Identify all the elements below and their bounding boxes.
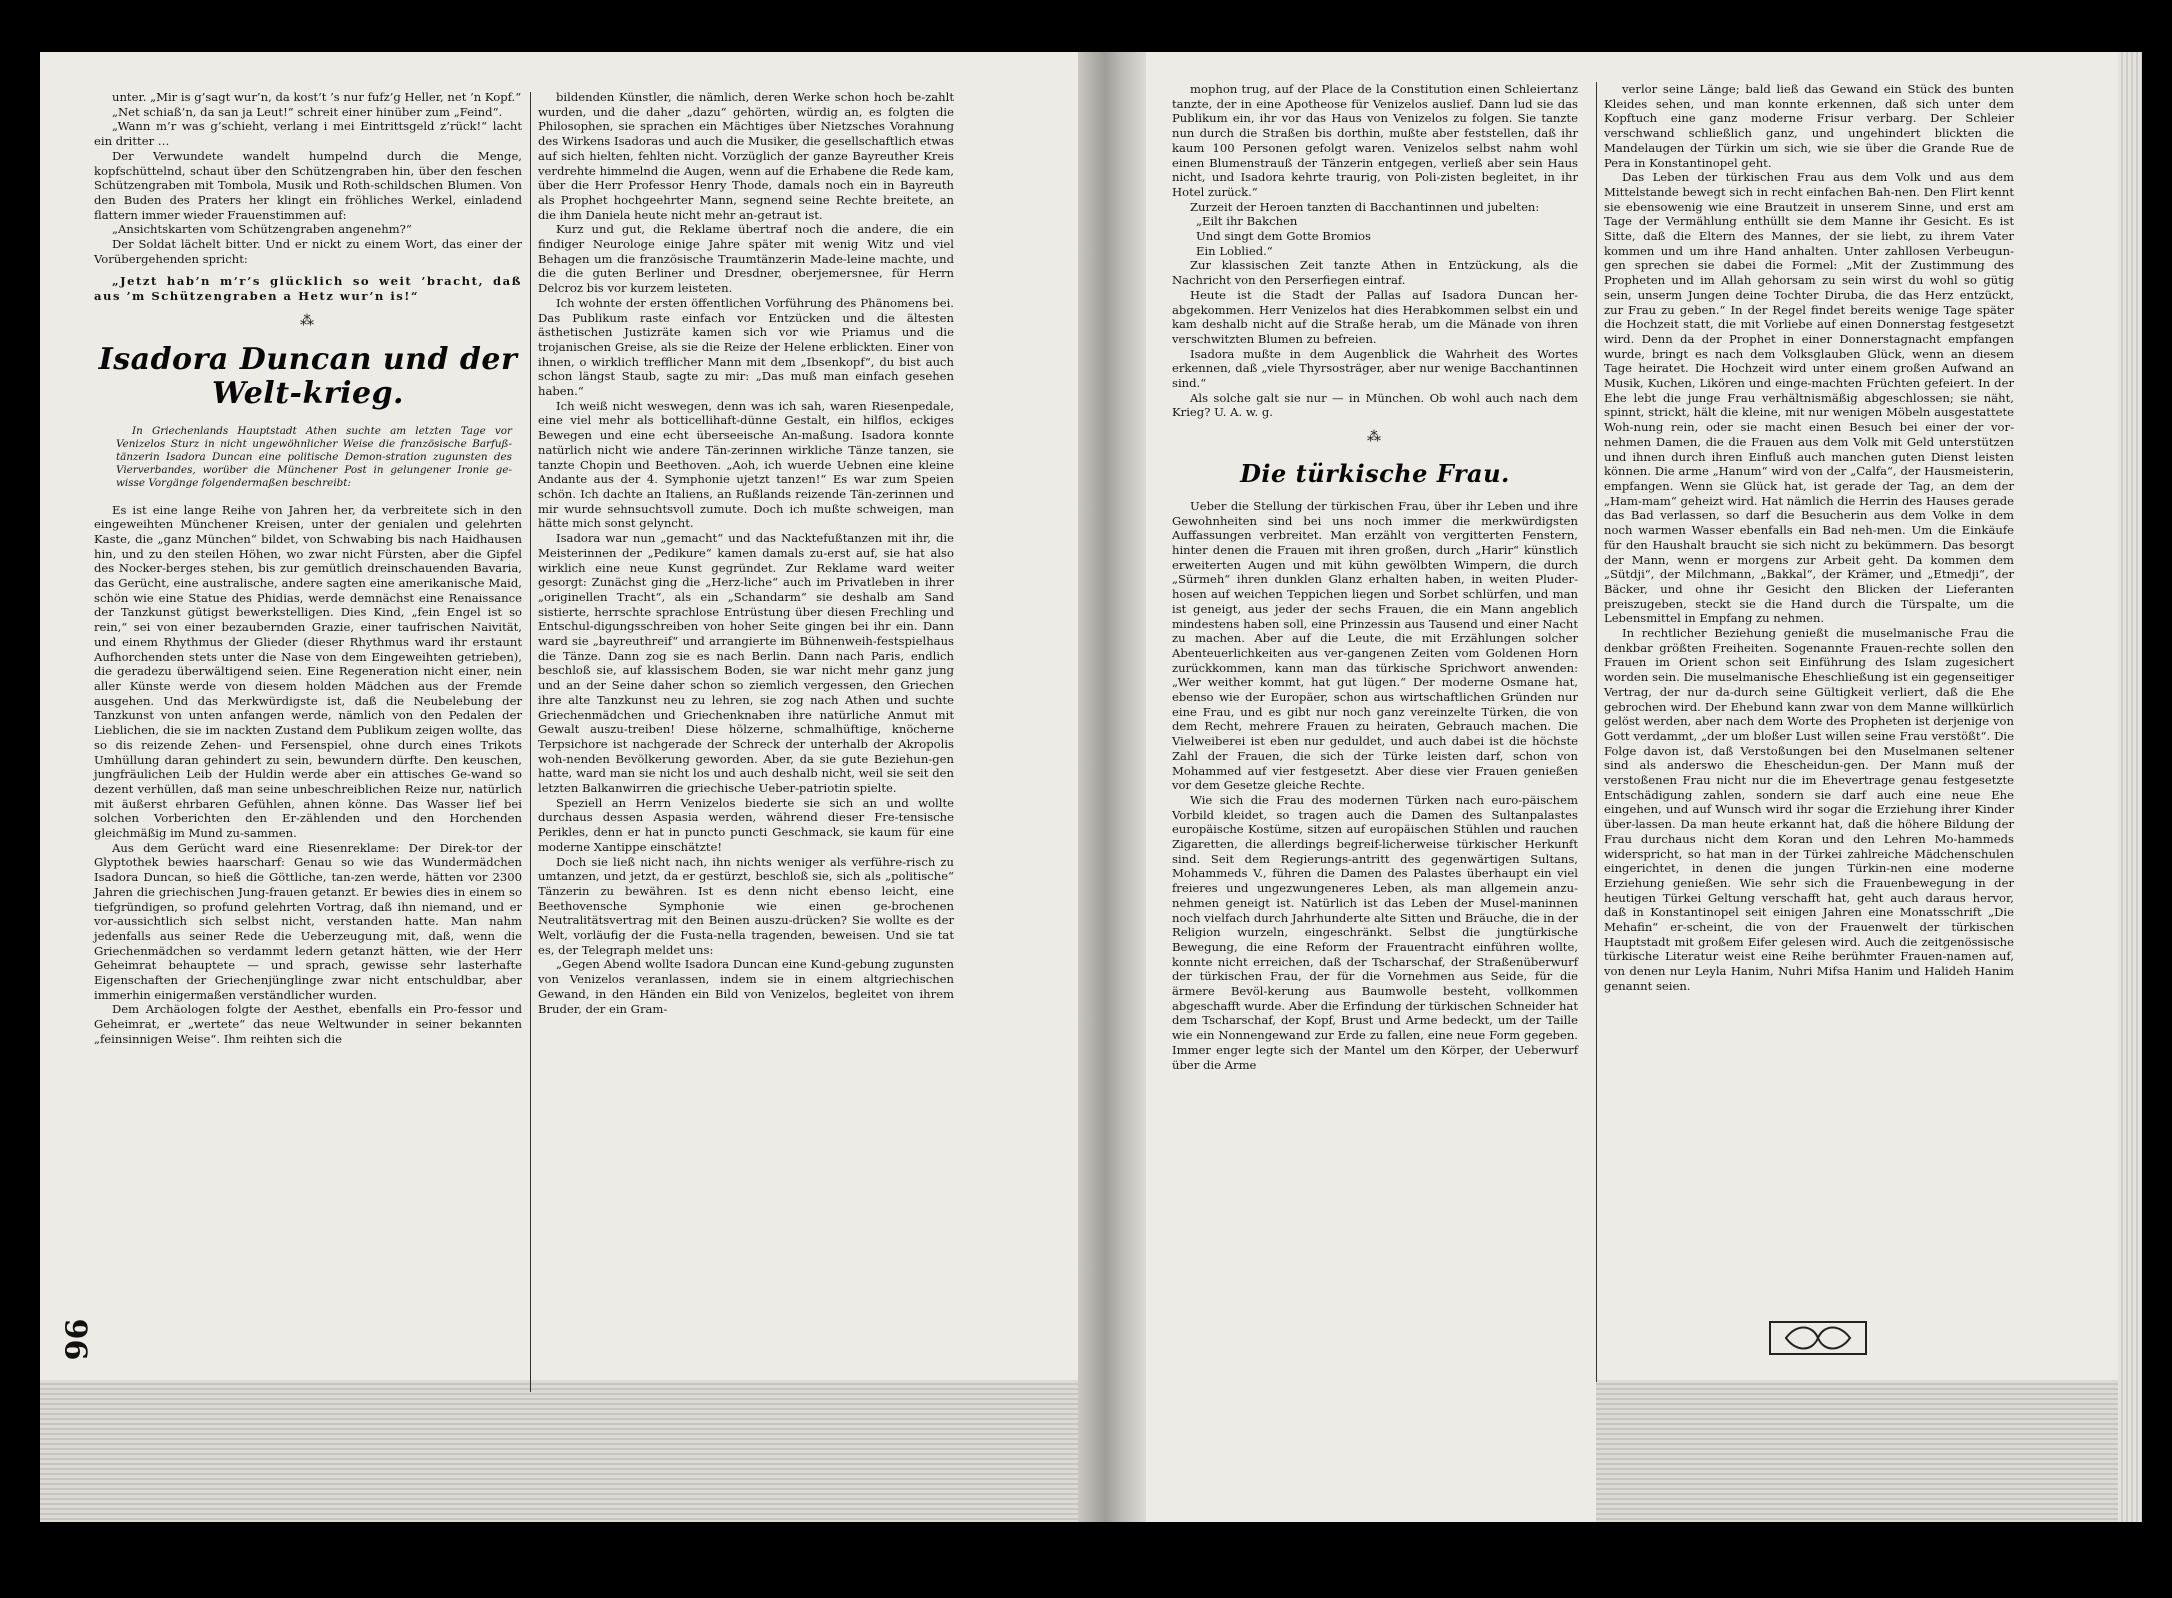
page-edges-right [1596,1380,2142,1522]
column-2 [538,90,954,1016]
paragraph: „Gegen Abend wollte Isadora Duncan eine Kund-gebung zugunsten von Venizelos veranlassen, indem sie in einem altgriechischen Gewand, in den Händen ein Bild von Venizelos, begleitet von ihrem Bruder, der ein Gram- [538,957,954,1016]
paragraph: „Ansichtskarten vom Schützengraben angenehm?“ [112,222,412,237]
paragraph: Dem Archäologen folgte der Aesthet, ebenfalls ein Pro-fessor und Geheimrat, er „wertete“ das neue Weltwunder in seiner bekannten „feinsinnigen Weise“. Ihm reihten sich die [94,1002,522,1046]
paragraph: Speziell an Herrn Venizelos biederte sie sich an und wollte durchaus dessen Aspasia werden, während dieser Fre-tensische Perikles, denn er hat in puncto puncti Geschmack, sie kaum für eine moderne Xantippe einschätzte! [538,795,954,854]
article-duncan-body [94,503,522,1047]
column-1 [94,90,522,1047]
book-gutter [1078,52,1146,1522]
paragraph: Isadora mußte in dem Augenblick die Wahrheit des Wortes erkennen, daß „viele Thyrsosträger, aber nur wenige Bacchantinnen sind.“ [1172,346,1578,391]
headline-tuerkische-frau: Die türkische Frau. [1240,458,1510,488]
article-tuerkische-frau-body [1172,499,1578,1072]
column-rule [530,92,531,1392]
paragraph: Wie sich die Frau des modernen Türken nach euro-päischem Vorbild kleidet, so tragen auch die Damen des Sultanpalastes europäische Kostüme, sitzen auf europäischen Stühlen und rauchen Zigaretten, die allerdings begreif-licherweise türkischer Herkunft sind. Seit dem Regierungs-antritt des gegenwärtigen Sultans, Mohammeds V., führen die Damen des Palastes überhaupt ein viel freieres und ungezwungeneres Leben, als man allgemein anzu-nehmen geneigt ist. Natürlich ist das Leben der Musel-maninnen noch vielfach durch Jahrhunderte alte Sitten und Bräuche, die in der Religion wurzeln, eingeschränkt. Selbst die jungtürkische Bewegung, die eine Reform der Frauentracht einführen wollte, konnte nicht erreichen, daß der Tscharschaf, der Straßenüberwurf der türkischen Frau, der für die Vornehmen aus Seide, für die ärmere Bevöl-kerung aus Baumwolle besteht, vollkommen abgeschafft wurde. Aber die Erfindung der türkischen Schneider hat dem Tscharschaf, der Kopf, Brust und Arme bedeckt, um der Taille wie ein Nonnengewand zur Erde zu fallen, eine neue Form gegeben. Immer enger legte sich der Mantel um den Körper, der Ueberwurf über die Arme [1172,792,1578,1072]
article-duncan-end-2 [1172,258,1578,420]
paragraph: Der Soldat lächelt bitter. Und er nickt zu einem Wort, das einer der Vorübergehenden spricht: [94,237,522,266]
paragraph: Doch sie ließ nicht nach, ihn nichts weniger als verführe-risch zu umtanzen, und jetzt, da er gestürzt, beschloß sie, sich als „politische“ Tänzerin zu bewähren. Ist es denn nicht ebenso leicht, eine Beethovensche Symphonie wie einen ge-brochenen Neutralitätsvertrag mit den Beinen auszu-drücken? Sie wollte es der Welt, vorläufig der die Fusta-nella tragenden, beweisen. Und sie tat es, der Telegraph meldet uns: [538,854,954,957]
paragraph: Ich wohnte der ersten öffentlichen Vorführung des Phänomens bei. Das Publikum raste einfach vor Entzücken und die ältesten ästhetischen Justizräte kamen sich vor wie Priamus und die trojanischen Greise, als sie die Reize der Helene erblickten. Einer von ihnen, o wirklich trefflicher Mann mit dem „Ibsenkopf“, du bist auch schon längst Staub, sagte zu mir: „Das muß man einfach gesehen haben.“ [538,295,954,399]
article-duncan-end [1172,82,1578,214]
paragraph: „Wann m’r was g’schieht, verlang i mei Eintrittsgeld z’rück!“ lacht ein dritter … [94,119,522,149]
paragraph: Das Leben der türkischen Frau aus dem Volk und aus dem Mittelstande bewegt sich in recht einfachen Bah-nen. Den Flirt kennt sie ebensowenig wie eine Brautzeit in unserem Sinne, und erst am Tage der Vermählung enthüllt sie dem Manne ihr Gesicht. Es ist Sitte, daß die Eltern des Mannes, der sie liebt, zu ihrem Vater kommen und um ihre Hand anhalten. Unter zahllosen Verbeugun-gen sprechen sie dabei die Formel: „Mit der Zustimmung des Propheten und im Allah gehorsam zu sein wirst du wohl so gütig sein, unserm Jungen deine Tochter Diruba, die das Herz entzückt, zur Frau zu geben.“ In der Regel findet bereits wenige Tage später die Hochzeit statt, die mit Vorliebe auf einen Donnerstag festgesetzt wird. Denn da der Prophet in einer Donnerstagnacht empfangen wurde, bringt es nach dem Volksglauben Glück, wenn an diesem Tage heiratet. Die Hochzeit wird unter einem großen Aufwand an Musik, Kuchen, Likören und einge-machten Früchten gefeiert. In der Ehe lebt die junge Frau verhältnismäßig abgeschlossen; sie näht, spinnt, strickt, hält die kleine, mit nur wenigen Möbeln ausgestattete Woh-nung rein, oder sie macht einen Besuch bei einer der vor-nehmen Damen, die die Frauen aus dem Volk mit Geld unterstützen und ihnen durch ihren Einfluß auch manchen guten Dienst leisten können. Die arme „Hanum“ wird von der „Calfa“, der Hausmeisterin, empfangen. Wenn sie Glück hat, ist gerade der Tag, an dem der „Ham-mam“ geheizt wird. Hat nämlich die Herrin des Hauses gerade das Bad verlassen, so darf die Besucherin aus dem Volke in dem noch warmen Wasser ebenfalls ein Bad neh-men. Um die Einkäufe für den Haushalt braucht sie sich nicht zu bekümmern. Das besorgt der Mann, wenn er morgens zur Arbeit geht. Da kommen dem „Sütdji“, der Milchmann, „Bakkal“, der Krämer, und „Etmedji“, der Bäcker, und ohne ihr Gesicht den Blicken der Lieferanten preiszugeben, steckt sie die Hand durch die Türspalte, um die Lebensmittel in Empfang zu nehmen. [1604,170,2014,626]
lead-paragraph: In Griechenlands Hauptstadt Athen suchte am letzten Tage vor Venizelos Sturz in nicht ungewöhnlicher Weise die französische Barfuß-tänzerin Isadora Duncan eine politische Demon-stration zugunsten des Vierverbandes, worüber die Münchener Post in gelungener Ironie ge-wisse Vorgänge folgendermaßen beschreibt: [116,424,512,490]
article-schuetzengraben-end [94,90,522,266]
paragraph: Und singt dem Gotte Bromios [1196,229,1371,244]
paragraph: Als solche galt sie nur — in München. Ob wohl auch nach dem Krieg? U. A. w. g. [1172,390,1578,420]
article-tuerkische-frau-continued [1604,82,2014,994]
column-rule-2 [1596,82,1597,1382]
page-edges-left [40,1380,1080,1522]
paragraph: Kurz und gut, die Reklame übertraf noch die andere, die ein findiger Neurologe einige Jahre später mit wenig Witz und viel Behagen um die französische Traumtänzerin Made-leine machte, und die die guten Berliner und Dresdner, oberjemersnee, für Herrn Delcroz bis vor kurzem leisteten. [538,222,954,296]
end-ornament [1768,1320,1868,1356]
paragraph: bildenden Künstler, die nämlich, deren Werke schon hoch be-zahlt wurden, und die daher „dazu“ gehörten, würdig an, es folgten die Philosophen, sie sprachen ein Mächtiges über Nietzsches Vorahnung des Wirkens Isadoras und auch die Musiker, die gesellschaftlich etwas auf sich hielten, fehlten nicht. Vorzüglich der ganze Bayreuther Kreis verdrehte himmelnd die Augen, wenn auf die Erhabene die Rede kam, über die Herr Professor Henry Thode, damals noch ein in Bayreuth als Prophet hochgeehrter Mann, segnend seine Rechte breitete, an die ihm Daniela heute nicht mehr an-getraut ist. [538,90,954,222]
column-4 [1604,82,2014,994]
paragraph: Ein Loblied.“ [1196,243,1273,258]
paragraph: In rechtlicher Beziehung genießt die muselmanische Frau die denkbar größten Freiheiten. Sogenannte Frauen-rechte sollen den Frauen im Orient schon seit Einführung des Islam zugesichert worden sein. Die muselmanische Eheschließung ist ein gegenseitiger Vertrag, der nur da-durch seine Gültigkeit verliert, daß die Ehe gebrochen wird. Der Ehebund kann zwar von dem Manne willkürlich gelöst werden, aber nach dem Worte des Propheten ist derjenige von Gott verdammt, „der um bloßer Lust willen seine Frau verstößt“. Die Folge davon ist, daß Verstoßungen bei den Muselmanen seltener sind als anderswo die Ehescheidun-gen. Der Mann muß der verstoßenen Frau nicht nur die im Ehevertrage genau festgesetzte Entschädigung zahlen, sondern sie darf auch eine neue Ehe eingehen, und auf Wunsch wird ihr sogar die Erziehung ihrer Kinder über-lassen. Da man heute erkannt hat, daß die höhere Bildung der Frau durchaus nicht dem Koran und den Lehren Mo-hammeds widerspricht, so hat man in der Türkei zahlreiche Mädchenschulen eingerichtet, in denen die jungen Türkin-nen eine moderne Erziehung genießen. Wie sehr sich die Frauenbewegung in der heutigen Türkei Geltung verschafft hat, geht auch daraus hervor, daß in Konstantinopel seit einigen Jahren eine Monatsschrift „Die Mehafin“ er-scheint, die von der Frauenwelt der türkischen Hauptstadt mit großem Eifer gelesen wird. Auch die zeitgenössische türkische Literatur weist eine Reihe berühmter Frauen-namen auf, von denen nur Leyla Hanim, Nuhri Mifsa Hanim und Halideh Hanim genannt seien. [1604,626,2014,993]
paragraph: Zurzeit der Heroen tanzten di Bacchantinnen und jubelten: [1190,199,1540,214]
paragraph: Es ist eine lange Reihe von Jahren her, da verbreitete sich in den eingeweihten Münchener Kreisen, unter der genialen und gelehrten Kaste, die „ganz München“ bildet, von Schwabing bis nach Haidhausen hin, und zu den steilen Höhen, wo zwar nicht Fürsten, aber die Gipfel des Nocker-berges stehen, bis zur gemütlich dreinschauenden Bavaria, das Gerücht, eine australische, andere sagten eine amerikanische Maid, schön wie eine Statue des Phidias, werde demnächst eine Renaissance der Tanzkunst gütigst bewerkstelligen. Dies Kind, „fein Engel ist so rein,“ sei von einer bezaubernden Grazie, einer taufrischen Naivität, und einem Rhythmus der Glieder (dieser Rhythmus ward ihr erstaunt Aufhorchenden stets unter die Nase von dem Eingeweihten getrieben), die geradezu überwältigend seien. Eine Regeneration nicht einer, nein aller Künste werde von diesem holden Mädchen aus der Fremde ausgehen. Und das Merkwürdigste ist, daß die Neubelebung der Tanzkunst von unten anfangen werde, nämlich von den Pedalen der Lieblichen, die sie im nackten Zustand dem Publikum zeigen wollte, das so dis reizende Zehen- und Fersenspiel, ohne durch eines Trikots Umhüllung daran gehindert zu sein, bewundern dürfte. Den keuschen, jungfräulichen Leib der Huldin werde aber ein attisches Ge-wand so dezent verhüllen, daß man seine unbeschreiblichen Reize nur, natürlich mit äußerst ehrbaren Gefühlen, ahnen könne. Das Wasser lief bei solchen Vorberichten den Er-zählenden und den Horchenden gleichmäßig im Mund zu-sammen. [94,502,522,841]
paragraph: verlor seine Länge; bald ließ das Gewand ein Stück des bunten Kleides sehen, und man konnte erkennen, daß sich unter dem Kopftuch eine ganz moderne Frisur verbarg. Der Schleier verschwand schließlich ganz, und ungehindert blickten die Mandelaugen der Türkin um sich, wie sie über die Grande Rue de Pera in Konstantinopel geht. [1604,82,2014,170]
spaced-quote: „Jetzt hab’n m’r’s glücklich so weit ’bracht, daß aus ’m Schützengraben a Hetz wur’n is!“ [94,274,522,304]
page-number: 96 [57,1318,93,1361]
paragraph: „Net schiaß’n, da san ja Leut!“ schreit einer hinüber zum „Feind“. [112,104,503,119]
headline-duncan: Isadora Duncan und der Welt-krieg. [98,341,518,411]
ornament-divider-2: ⁂ [1367,429,1383,446]
paragraph: Isadora war nun „gemacht“ und das Nacktefußtanzen mit ihr, die Meisterinnen der „Pedikure“ kamen damals zu-erst auf, sie hat also wirklich eine neue Kunst gegründet. Zur Reklame ward weiter gesorgt: Zunächst ging die „Herz-liche“ auch im Privatleben in ihrer „originellen Tracht“, als ein „Schandarm“ sie deshalb am Sand sistierte, herrschte sprachlose Entrüstung über diesen Frechling und Entschul-digungsschreiben von hoher Seite gingen bei ihr ein. Dann ward sie „bayreuthreif“ und arrangierte im Bühnenweih-festspielhaus die Tänze. Dann zog sie es nach Berlin. Dann nach Paris, endlich beschloß sie, auf klassischem Boden, sie war nicht mehr ganz jung und an der Seine daher schon so ziemlich vergessen, den Griechen ihre alte Tanzkunst neu zu lehren, sie zog nach Athen und suchte Griechenmädchen und Griechenknaben ihre natürliche Anmut mit Gewalt auszu-treiben! Diese hölzerne, schmalhüftige, knöcherne Terpsichore ist nachgerade der Schreck der unterhalb der Akropolis woh-nenden Bevölkerung geworden. Aber, da sie gute Beziehun-gen hatte, ward man sie nicht los und auch deshalb nicht, weil sie seit den letzten Balkanwirren die griechische Ueber-patriotin spielte. [538,531,954,796]
paragraph: Der Verwundete wandelt humpelnd durch die Menge, kopfschüttelnd, schaut über den Schützengraben hin, über den feschen Schützengraben mit Tombola, Musik und Roth-schildschen Blumen. Von den Buden des Praters her klingt ein fröhliches Werkel, einladend flattern immer wieder Frauenstimmen auf: [94,148,522,222]
ornament-divider: ⁂ [300,312,316,329]
column-3 [1172,82,1578,1072]
verse-block [1172,214,1578,258]
paragraph: Heute ist die Stadt der Pallas auf Isadora Duncan her-abgekommen. Herr Venizelos hat dies Herabkommen selbst ein und kam deshalb nicht auf die Straße herab, um die Mänade von ihren verschwitzten Blumen zu befreien. [1172,287,1578,346]
paragraph: Ueber die Stellung der türkischen Frau, über ihr Leben und ihre Gewohnheiten sind bei uns noch immer die merkwürdigsten Auffassungen verbreitet. Man erzählt von vergitterten Fenstern, hinter denen die Frauen mit ihren großen, durch „Harir“ künstlich erweiterten Augen und mit kühn gewölbten Wimpern, die durch „Sürmeh“ ihren dunklen Glanz erhalten haben, in weiten Pluder-hosen auf weichen Teppichen liegen und Sorbet schlürfen, und man ist geneigt, aus jeder der sechs Frauen, die ein Mann angeblich mindestens haben soll, eine Prinzessin aus Tausend und einer Nacht zu machen. Aber auf die Leute, die mit Erzählungen solcher Abenteuerlichkeiten aus ver-gangenen Zeiten vom Goldenen Horn zurückkommen, kann man das türkische Sprichwort anwenden: „Wer weither kommt, hat gut lügen.“ Der moderne Osmane hat, ebenso wie der Europäer, schon aus wirtschaftlichen Gründen nur eine Frau, und es gibt nur noch ganz vereinzelte Türken, die von dem Recht, mehrere Frauen zu heiraten, Gebrauch machen. Die Vielweiberei ist eben nur geduldet, und auch dabei ist die höchste Zahl der Frauen, die sich der Türke leisten darf, schon von Mohammed auf vier festgesetzt. Aber diese vier Frauen genießen vor dem Gesetze gleiche Rechte. [1172,498,1578,793]
paragraph: Ich weiß nicht weswegen, denn was ich sah, waren Riesenpedale, eine viel mehr als botticellihaft-dünne Gestalt, ein hilflos, eckiges Bewegen und eine echt überseeische An-maßung. Isadora konnte natürlich nicht wie andere Tän-zerinnen wirkliche Tänze tanzen, sie tanzte Chopin und Beethoven. „Aoh, ich wuerde Uebnen eine kleine Andante aus der 4. Symphonie ujetzt tanzen!“ Es war zum Speien schön. Ich dachte an Italiens, an Rußlands reizende Tän-zerinnen und mir wurde sehnsuchtsvoll zumute. Doch ich mußte schweigen, man hätte mich sonst gelyncht. [538,398,954,531]
paragraph: unter. „Mir is g’sagt wur’n, da kost’t ’s nur fufz’g Heller, net ’n Kopf.“ [112,90,522,104]
paragraph: „Eilt ihr Bakchen [1196,214,1298,229]
paragraph: Aus dem Gerücht ward eine Riesenreklame: Der Direk-tor der Glyptothek bewies haarscharf: Genau so wie das Wundermädchen Isadora Duncan, so hieß die Göttliche, tan-zen werde, hätten vor 2300 Jahren die griechischen Jung-frauen getanzt. Er bewies dies in einem so tiefgründigen, so profund gelehrten Vortrag, daß ihn niemand, und er vor-aussichtlich sich selbst nicht, verstanden hatte. Man nahm jedenfalls aus seiner Rede die Ueberzeugung mit, daß, wenn die Griechenmädchen so verdammt ledern getanzt hätten, wie der Herr Geheimrat behauptete — und sprach, gewisse sehr lasterhafte Eigenschaften der Griechenjünglinge zwar nicht entschuldbar, aber immerhin einigermaßen verständlicher wurden. [94,840,522,1002]
paragraph: mophon trug, auf der Place de la Constitution einen Schleiertanz tanzte, der in eine Apotheose für Venizelos auslief. Dann lud sie das Publikum ein, ihr vor das Haus von Venizelos zu folgen. Sie tanzte nun durch die Straßen bis dorthin, mußte aber feststellen, daß ihr kaum 100 Personen gefolgt waren. Venizelos selbst nahm wohl einen Blumenstrauß der Tänzerin entgegen, verließ aber sein Haus nicht, und Isadora kehrte traurig, von Poli-zisten begleitet, in ihr Hotel zurück.“ [1172,82,1578,199]
page-edges-side [2118,52,2142,1522]
paragraph: Zur klassischen Zeit tanzte Athen in Entzückung, als die Nachricht von den Perserfiegen eintraf. [1172,258,1578,288]
article-duncan-continued [538,90,954,1016]
